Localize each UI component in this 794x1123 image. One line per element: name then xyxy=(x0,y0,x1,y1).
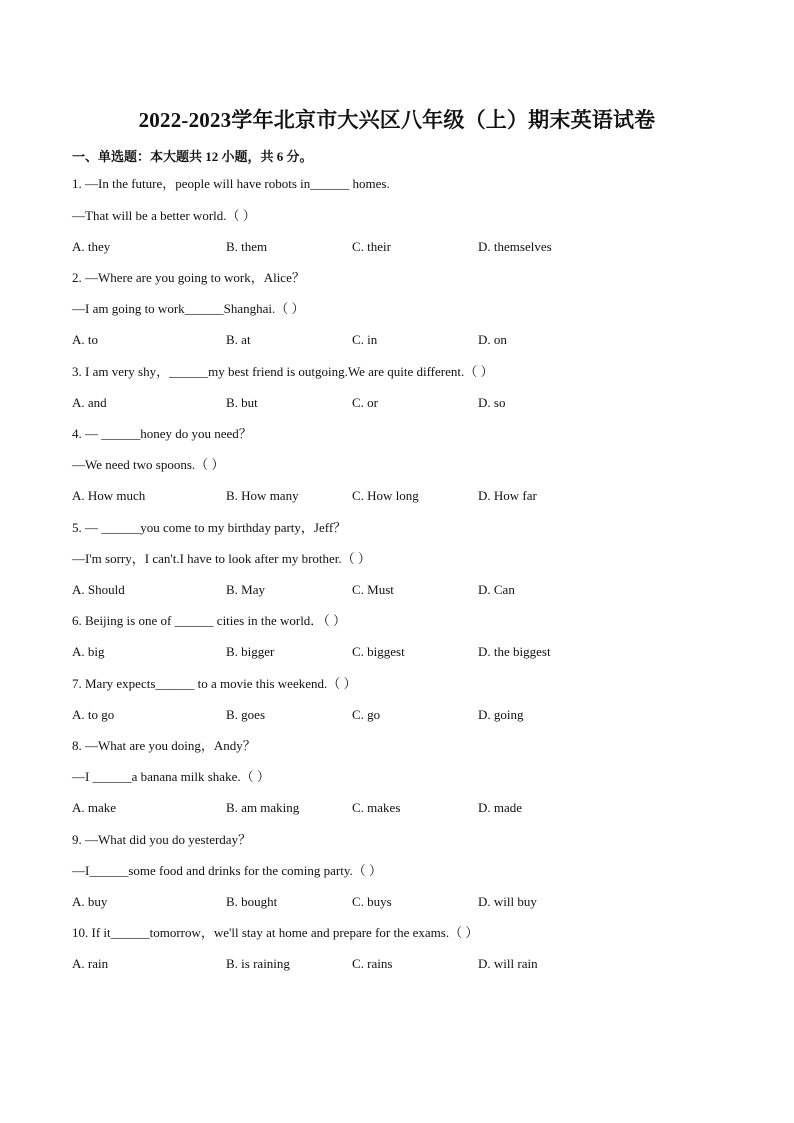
option-d: D. the biggest xyxy=(478,644,551,659)
option-b: B. at xyxy=(226,332,251,347)
option-d: D. going xyxy=(478,707,524,722)
question-5-stem: 5. — ______you come to my birthday party，Jeff？ xyxy=(72,520,347,535)
question-10-stem: 10. If it______tomorrow，we'll stay at home and prepare for the exams.（ ） xyxy=(72,925,479,940)
option-c: C. in xyxy=(352,332,378,347)
option-d: D. How far xyxy=(478,488,537,503)
option-b: B. goes xyxy=(226,707,265,722)
option-a: A. make xyxy=(72,800,117,815)
option-d: D. will rain xyxy=(478,956,538,971)
question-8-reply: —I ______a banana milk shake.（ ） xyxy=(72,769,270,784)
option-d: D. made xyxy=(478,800,523,815)
option-d: D. Can xyxy=(478,582,515,597)
question-9-reply: —I______some food and drinks for the coming party.（ ） xyxy=(72,863,383,878)
question-4-options xyxy=(72,487,722,505)
option-a: A. rain xyxy=(72,956,109,971)
option-b: B. am making xyxy=(226,800,300,815)
question-1-stem: 1. —In the future，people will have robots in______ homes. xyxy=(72,176,390,191)
option-c: C. their xyxy=(352,239,391,254)
option-d: D. so xyxy=(478,395,506,410)
option-c: C. Must xyxy=(352,582,394,597)
option-a: A. Should xyxy=(72,582,125,597)
option-d: D. themselves xyxy=(478,239,552,254)
question-5-reply: —I'm sorry，I can't.I have to look after my brother.（ ） xyxy=(72,551,371,566)
option-b: B. is raining xyxy=(226,956,290,971)
question-9-options xyxy=(72,893,722,911)
option-a: A. and xyxy=(72,395,107,410)
option-b: B. How many xyxy=(226,488,299,503)
option-a: A. buy xyxy=(72,894,108,909)
option-a: A. to xyxy=(72,332,98,347)
question-5-options xyxy=(72,581,722,599)
option-a: A. big xyxy=(72,644,105,659)
option-c: C. buys xyxy=(352,894,392,909)
option-c: C. rains xyxy=(352,956,393,971)
option-a: A. to go xyxy=(72,707,115,722)
question-1-options xyxy=(72,238,722,256)
question-2-options xyxy=(72,331,722,349)
page-title: 2022-2023学年北京市大兴区八年级（上）期末英语试卷 xyxy=(138,108,656,132)
question-3-stem: 3. I am very shy，______my best friend is outgoing.We are quite different.（ ） xyxy=(72,364,494,379)
question-10-options xyxy=(72,955,722,973)
question-7-options xyxy=(72,706,722,724)
option-c: C. makes xyxy=(352,800,401,815)
option-d: D. will buy xyxy=(478,894,537,909)
question-2-reply: —I am going to work______Shanghai.（ ） xyxy=(72,301,305,316)
option-d: D. on xyxy=(478,332,507,347)
question-7-stem: 7. Mary expects______ to a movie this weekend.（ ） xyxy=(72,676,357,691)
question-8-options xyxy=(72,799,722,817)
question-9-stem: 9. —What did you do yesterday？ xyxy=(72,832,252,847)
option-b: B. bought xyxy=(226,894,278,909)
option-c: C. or xyxy=(352,395,378,410)
question-4-reply: —We need two spoons.（ ） xyxy=(72,457,225,472)
option-a: A. they xyxy=(72,239,111,254)
question-8-stem: 8. —What are you doing，Andy？ xyxy=(72,738,256,753)
option-c: C. go xyxy=(352,707,381,722)
question-4-stem: 4. — ______honey do you need？ xyxy=(72,426,252,441)
option-b: B. but xyxy=(226,395,258,410)
question-3-options xyxy=(72,394,722,412)
option-c: C. How long xyxy=(352,488,419,503)
question-6-options xyxy=(72,643,722,661)
section-heading: 一、单选题：本大题共 12 小题，共 6 分。 xyxy=(72,149,313,164)
option-b: B. bigger xyxy=(226,644,275,659)
question-2-stem: 2. —Where are you going to work，Alice？ xyxy=(72,270,305,285)
option-a: A. How much xyxy=(72,488,146,503)
question-6-stem: 6. Beijing is one of ______ cities in the world．（ ） xyxy=(72,613,347,628)
option-b: B. them xyxy=(226,239,268,254)
option-c: C. biggest xyxy=(352,644,405,659)
question-1-reply: —That will be a better world.（ ） xyxy=(72,208,256,223)
option-b: B. May xyxy=(226,582,265,597)
